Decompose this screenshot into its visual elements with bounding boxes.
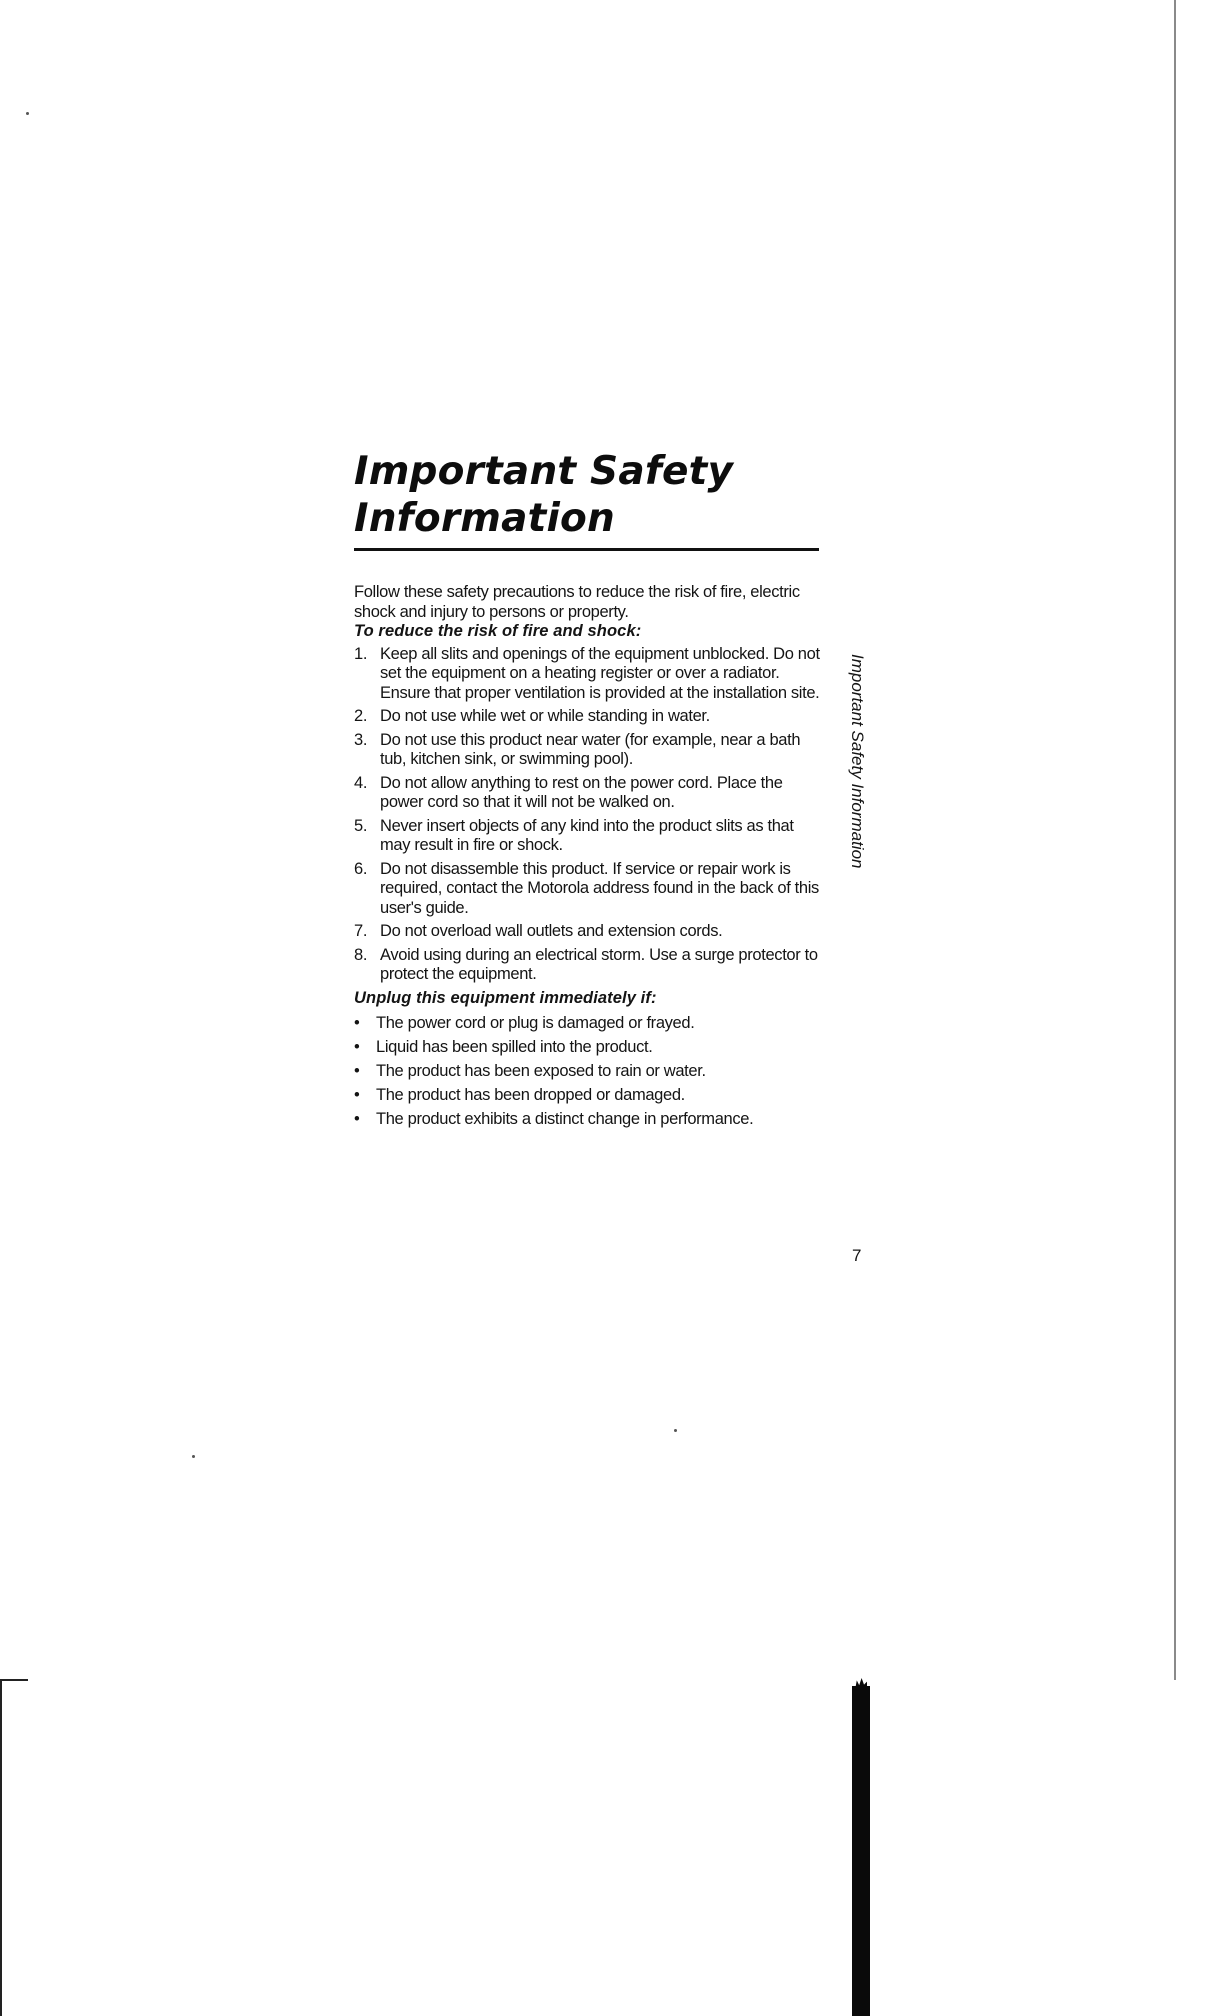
item-text: Do not disassemble this product. If service or repair work is required, contact the Motorola address found in the back of this user's guide. [380,859,819,917]
scan-speck [192,1455,195,1458]
item-number: 3. [354,730,368,749]
unplug-conditions-list [354,1014,820,1130]
list-item [354,946,820,985]
section-side-tab [846,654,868,900]
list-item [354,1014,820,1034]
item-text: The product exhibits a distinct change in performance. [376,1110,754,1128]
item-text: Liquid has been spilled into the product. [376,1038,653,1056]
item-text: The product has been dropped or damaged. [376,1086,685,1104]
item-text: The power cord or plug is damaged or frayed. [376,1014,695,1032]
item-text: Keep all slits and openings of the equipment unblocked. Do not set the equipment on a heating register or over a radiator. Ensure that proper ventilation is provided at the installation site. [380,644,820,702]
item-number: 1. [354,644,368,663]
intro-paragraph: Follow these safety precautions to reduce the risk of fire, electric shock and injury to persons or property. [354,583,800,621]
item-number: 4. [354,773,368,792]
list-item [354,707,820,727]
item-text: Do not use while wet or while standing in water. [380,707,710,725]
item-text: Avoid using during an electrical storm. Use a surge protector to protect the equipment. [380,945,818,983]
fire-shock-heading: To reduce the risk of fire and shock: [354,622,642,640]
list-item [354,860,820,919]
scan-speck [674,1429,677,1432]
bullet-icon: • [354,1038,360,1056]
bullet-icon: • [354,1062,360,1080]
list-item [354,1062,820,1082]
bullet-icon: • [354,1086,360,1104]
list-item [354,922,820,942]
safety-content [354,583,820,1134]
scan-corner-mark [0,1679,28,1681]
scan-speck [26,112,29,115]
scan-edge-line [1174,0,1176,1680]
item-text: The product has been exposed to rain or water. [376,1062,706,1080]
item-text: Do not allow anything to rest on the power cord. Place the power cord so that it will not be walked on. [380,773,783,811]
list-item [354,774,820,813]
scan-margin-bar [852,1686,870,2016]
item-text: Do not overload wall outlets and extension cords. [380,922,723,940]
title-rule [354,548,819,551]
page-number: 7 [852,1246,862,1265]
precautions-list [354,645,820,985]
list-item [354,1110,820,1130]
item-text: Do not use this product near water (for example, near a bath tub, kitchen sink, or swimming pool). [380,730,801,768]
page-title: Important Safety Information [354,449,734,541]
list-item [354,1086,820,1106]
side-tab-label: Important Safety Information [848,654,867,869]
unplug-heading: Unplug this equipment immediately if: [354,988,657,1007]
item-number: 7. [354,922,368,940]
list-item [354,817,820,856]
scan-edge-line [0,1679,2,2016]
item-number: 5. [354,816,368,835]
item-number: 2. [354,707,368,725]
list-item [354,731,820,770]
item-number: 8. [354,945,368,964]
item-number: 6. [354,859,368,878]
list-item [354,645,820,704]
item-text: Never insert objects of any kind into the product slits as that may result in fire or shock. [380,816,794,854]
list-item [354,1038,820,1058]
bullet-icon: • [354,1014,360,1032]
bullet-icon: • [354,1110,360,1128]
